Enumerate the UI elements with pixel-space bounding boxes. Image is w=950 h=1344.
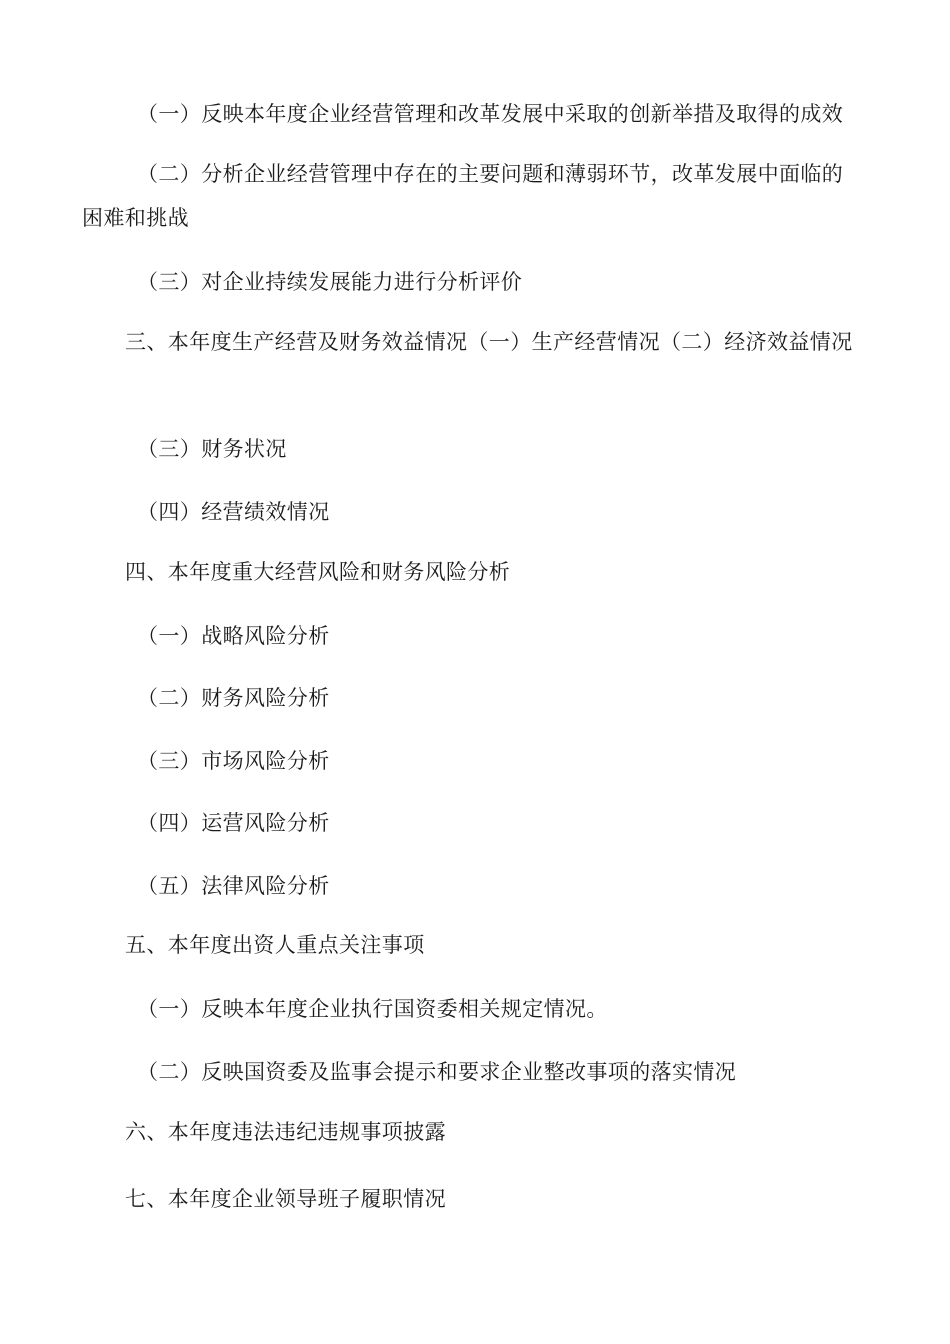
section-heading-violations: 六、本年度违法违纪违规事项披露	[125, 1120, 446, 1144]
section-heading-investor-focus: 五、本年度出资人重点关注事项	[125, 933, 425, 957]
paragraph-problems-challenges: （二）分析企业经营管理中存在的主要问题和薄弱环节，改革发展中面临的困难和挑战	[82, 162, 844, 230]
section-heading-leadership: 七、本年度企业领导班子履职情况	[125, 1187, 446, 1211]
paragraph-financial-status: （三）财务状况	[137, 437, 287, 461]
section-heading-production-finance: 三、本年度生产经营及财务效益情况（一）生产经营情况（二）经济效益情况	[125, 330, 853, 354]
paragraph-operational-risk: （四）运营风险分析	[137, 811, 330, 835]
paragraph-sustainability-evaluation: （三）对企业持续发展能力进行分析评价	[137, 270, 523, 294]
paragraph-innovation-measures: （一）反映本年度企业经营管理和改革发展中采取的创新举措及取得的成效	[137, 102, 844, 126]
paragraph-strategic-risk: （一）战略风险分析	[137, 624, 330, 648]
paragraph-rectification: （二）反映国资委及监事会提示和要求企业整改事项的落实情况	[137, 1060, 737, 1084]
paragraph-market-risk: （三）市场风险分析	[137, 749, 330, 773]
section-heading-risk-analysis: 四、本年度重大经营风险和财务风险分析	[125, 560, 511, 584]
paragraph-legal-risk: （五）法律风险分析	[137, 874, 330, 898]
paragraph-performance: （四）经营绩效情况	[137, 500, 330, 524]
paragraph-regulation-compliance: （一）反映本年度企业执行国资委相关规定情况。	[137, 997, 608, 1021]
paragraph-financial-risk: （二）财务风险分析	[137, 686, 330, 710]
